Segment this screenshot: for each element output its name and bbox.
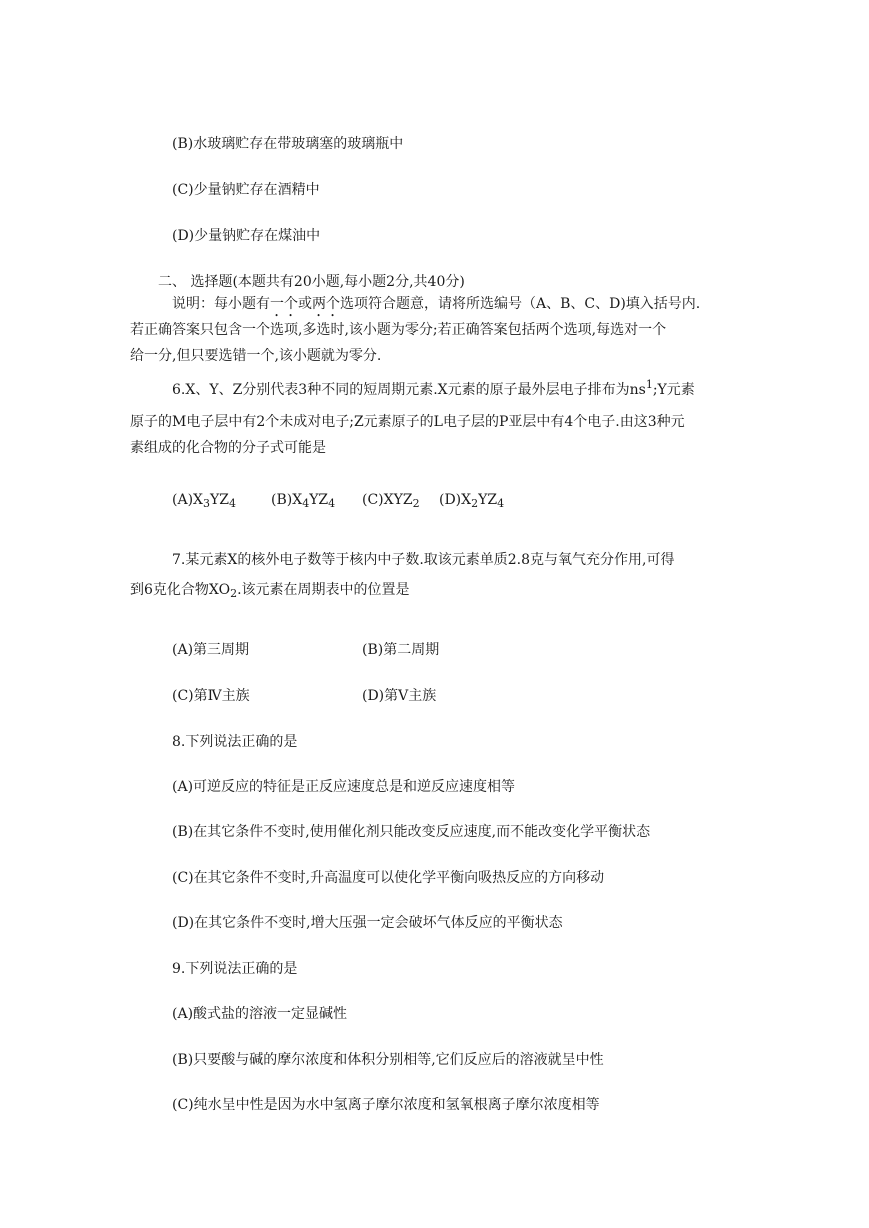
note-emphasis-one: 一个	[270, 296, 298, 312]
q6-b-sub2: 4	[328, 497, 336, 510]
q8-option-a: (A)可逆反应的特征是正反应速度总是和逆反应速度相等	[172, 779, 516, 795]
q7-option-a: (A)第三周期	[172, 642, 250, 658]
q9-stem: 9.下列说法正确的是	[172, 961, 298, 977]
q9-option-c: (C)纯水呈中性是因为水中氢离子摩尔浓度和氢氧根离子摩尔浓度相等	[172, 1097, 600, 1113]
q5-option-b: (B)水玻璃贮存在带玻璃塞的玻璃瓶中	[172, 136, 404, 152]
q8-option-b: (B)在其它条件不变时,使用催化剂只能改变反应速度,而不能改变化学平衡状态	[172, 824, 651, 840]
q6-text-b: ;Y元素	[652, 382, 695, 398]
q6-a-mid: YZ	[210, 492, 229, 508]
q9-option-a: (A)酸式盐的溶液一定显碱性	[172, 1006, 348, 1022]
q6-superscript: 1	[645, 378, 653, 391]
q5-option-c: (C)少量钠贮存在酒精中	[172, 182, 320, 198]
section-heading: 二、 选择题(本题共有20小题,每小题2分,共40分)	[158, 274, 465, 290]
q6-option-d	[439, 490, 504, 510]
q6-option-a	[172, 490, 236, 510]
q8-stem: 8.下列说法正确的是	[172, 734, 298, 750]
q9-option-b: (B)只要酸与碱的摩尔浓度和体积分别相等,它们反应后的溶液就呈中性	[172, 1052, 604, 1068]
note-emphasis-two: 两个	[312, 296, 340, 312]
q8-option-c: (C)在其它条件不变时,升高温度可以使化学平衡向吸热反应的方向移动	[172, 870, 605, 886]
section-note-line3: 给一分,但只要选错一个,该小题就为零分.	[130, 348, 382, 364]
q6-stem-line3: 素组成的化合物的分子式可能是	[130, 440, 326, 456]
q6-option-b	[271, 490, 335, 510]
q7-option-c: (C)第Ⅳ主族	[172, 688, 250, 704]
q5-option-d: (D)少量钠贮存在煤油中	[172, 228, 321, 244]
q7-text-a: 到6克化合物XO	[130, 582, 231, 598]
q7-option-b: (B)第二周期	[362, 642, 440, 658]
q7-text-b: .该元素在周期表中的位置是	[237, 582, 410, 598]
q6-d-mid: YZ	[478, 492, 498, 508]
q6-option-c	[362, 490, 420, 510]
q7-stem-line2	[130, 580, 410, 600]
note-or: 或	[298, 296, 312, 312]
section-note-line2: 若正确答案只包含一个选项,多选时,该小题为零分;若正确答案包括两个选项,每选对一个	[130, 322, 667, 338]
section-note-line1	[172, 294, 700, 320]
q6-b-pre: (B)X	[271, 492, 303, 508]
q6-b-sub1: 4	[302, 497, 310, 510]
q6-d-sub2: 4	[497, 497, 505, 510]
q8-option-d: (D)在其它条件不变时,增大压强一定会破坏气体反应的平衡状态	[172, 915, 563, 931]
q6-c-pre: (C)XYZ	[362, 492, 413, 508]
note-rest: 选项符合题意，请将所选编号（A、B、C、D)填入括号内.	[340, 296, 701, 312]
q6-c-sub1: 2	[412, 497, 420, 510]
note-prefix: 说明：每小题有	[172, 296, 270, 312]
q7-subscript: 2	[230, 587, 238, 600]
q6-d-sub1: 2	[471, 497, 479, 510]
q6-text-a: 6.X、Y、Z分别代表3种不同的短周期元素.X元素的原子最外层电子排布为ns	[172, 382, 646, 398]
q7-option-d: (D)第Ⅴ主族	[362, 688, 437, 704]
q6-a-sub2: 4	[229, 497, 236, 510]
q6-stem-line2: 原子的M电子层中有2个未成对电子;Z元素原子的L电子层的P亚层中有4个电子.由这3种元	[130, 414, 685, 430]
q7-stem-line1: 7.某元素X的核外电子数等于核内中子数.取该元素单质2.8克与氧气充分作用,可得	[172, 552, 675, 568]
q6-stem-line1	[172, 380, 695, 400]
q6-a-sub1: 3	[203, 497, 211, 510]
q6-b-mid: YZ	[309, 492, 329, 508]
q6-a-pre: (A)X	[172, 492, 204, 508]
q6-d-pre: (D)X	[439, 492, 472, 508]
